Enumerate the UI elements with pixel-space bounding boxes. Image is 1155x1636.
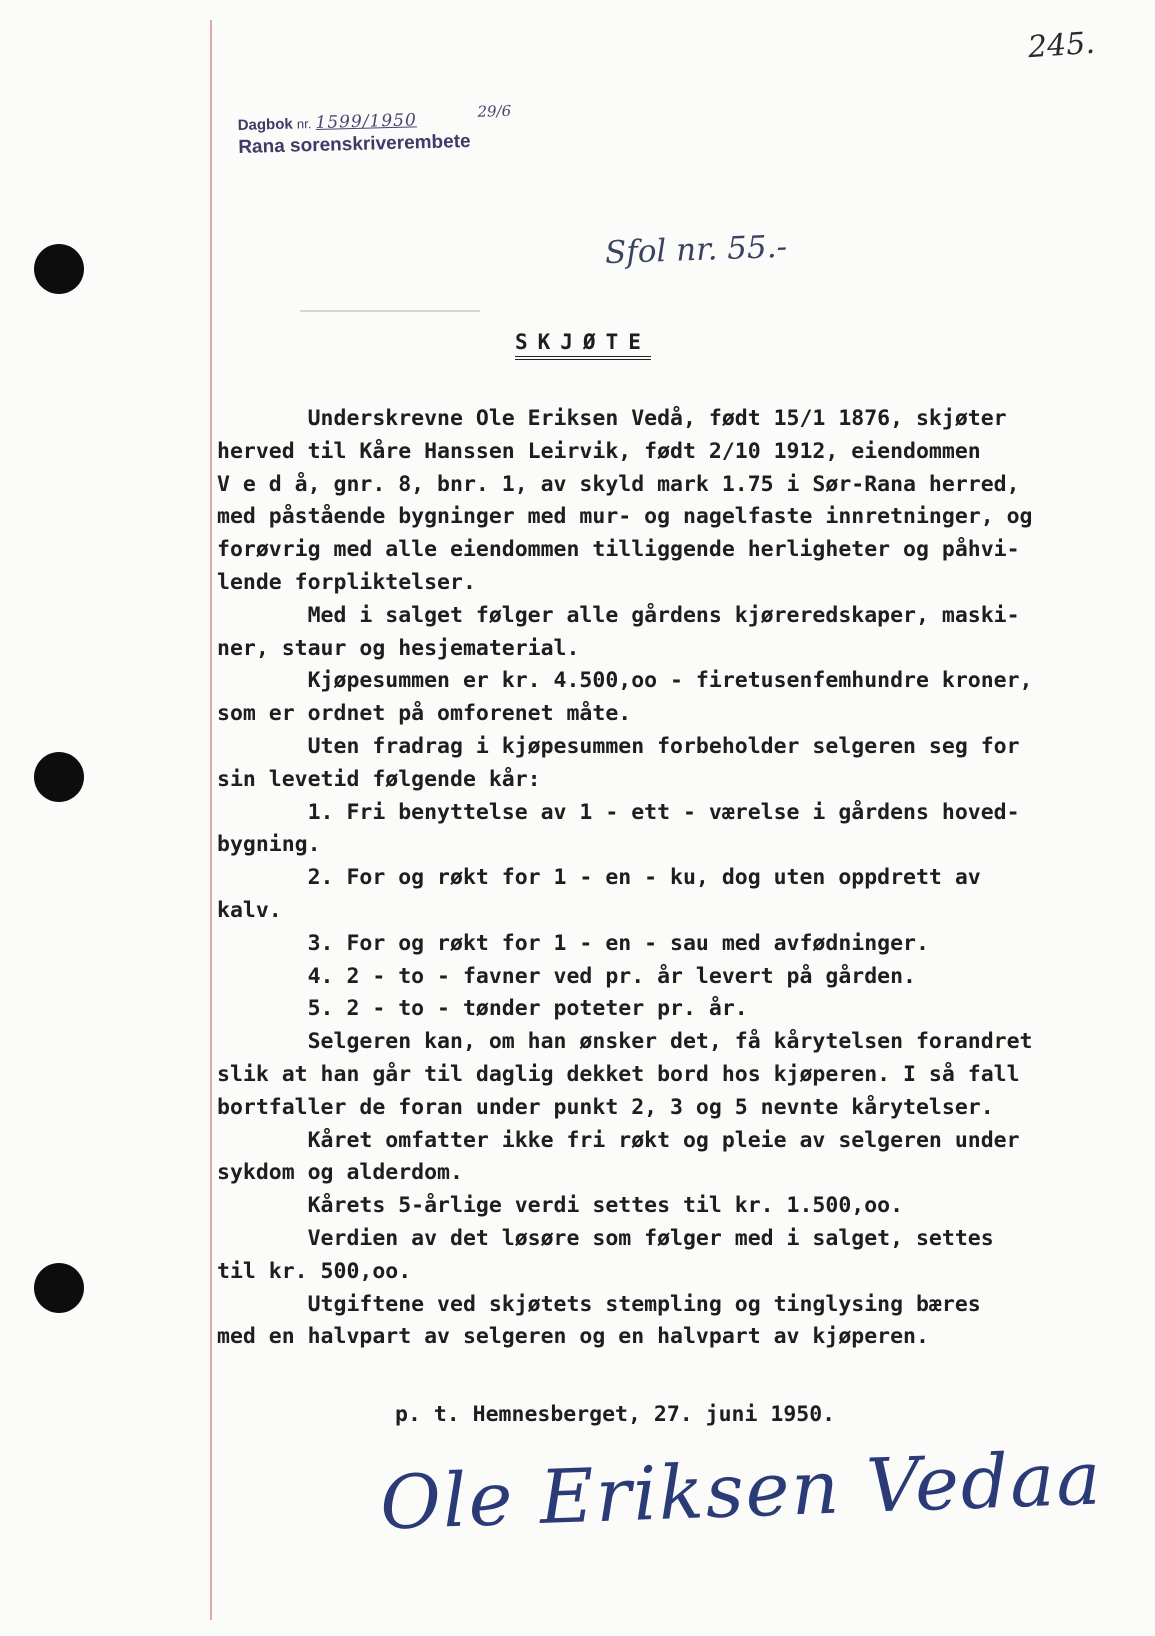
body-line: Utgiftene ved skjøtets stempling og tinglysing bæres: [217, 1291, 981, 1317]
margin-rule: [210, 20, 212, 1620]
body-line: Med i salget følger alle gårdens kjøreredskaper, maski-: [217, 602, 1020, 628]
registry-stamp: [237, 101, 512, 159]
body-line: til kr. 500,oo.: [217, 1258, 412, 1284]
stamp-office: Rana sorenskriverembete: [238, 130, 471, 159]
body-line: sin levetid følgende kår:: [217, 766, 541, 792]
punch-hole-top: [34, 244, 84, 294]
folio-note: Sfol nr. 55.-: [604, 228, 788, 272]
body-line: sykdom og alderdom.: [217, 1160, 463, 1186]
signature: Ole Eriksen Vedaa: [378, 1435, 1104, 1547]
body-line: forøvrig med alle eiendommen tilliggende herligheter og påhvi-: [217, 537, 1020, 563]
stamp-nr-label: nr.: [296, 116, 312, 132]
body-line: Kjøpesummen er kr. 4.500,oo - firetusenfemhundre kroner,: [217, 668, 1033, 694]
body-line: Kåret omfatter ikke fri røkt og pleie av selgeren under: [217, 1127, 1020, 1153]
body-line: slik at han går til daglig dekket bord hos kjøperen. I så fall: [217, 1061, 1020, 1087]
stamp-number: 1599/1950: [315, 110, 418, 134]
body-line: V e d å, gnr. 8, bnr. 1, av skyld mark 1.75 i Sør-Rana herred,: [217, 471, 1020, 497]
body-line: 4. 2 - to - favner ved pr. år levert på gården.: [217, 963, 916, 989]
body-line: lende forpliktelser.: [217, 569, 476, 595]
body-line: Selgeren kan, om han ønsker det, få kårytelsen forandret: [217, 1029, 1033, 1055]
punch-hole-middle: [34, 752, 84, 802]
body-line: 1. Fri benyttelse av 1 - ett - værelse i gårdens hoved-: [217, 799, 1020, 825]
punch-hole-bottom: [34, 1263, 84, 1313]
body-line: Uten fradrag i kjøpesummen forbeholder selgeren seg for: [217, 733, 1020, 759]
body-line: Verdien av det løsøre som følger med i salget, settes: [217, 1225, 994, 1251]
page-number: 245.: [1027, 25, 1097, 66]
stamp-date: 29/6: [477, 101, 512, 121]
body-line: 5. 2 - to - tønder poteter pr. år.: [217, 996, 748, 1022]
body-line: 3. For og røkt for 1 - en - sau med avfødninger.: [217, 930, 929, 956]
body-line: 2. For og røkt for 1 - en - ku, dog uten oppdrett av: [217, 865, 981, 891]
document-title: SKJØTE: [515, 330, 651, 360]
body-line: herved til Kåre Hanssen Leirvik, født 2/10 1912, eiendommen: [217, 438, 981, 464]
body-line: som er ordnet på omforenet måte.: [217, 701, 632, 727]
body-line: Underskrevne Ole Eriksen Vedå, født 15/1 1876, skjøter: [217, 406, 1007, 431]
deed-body: [217, 403, 1137, 1354]
body-line: Kårets 5-årlige verdi settes til kr. 1.500,oo.: [217, 1193, 904, 1219]
faint-mark: [300, 310, 480, 312]
stamp-dagbok-label: Dagbok: [237, 115, 293, 135]
body-line: ner, staur og hesjematerial.: [217, 635, 580, 661]
place-date: p. t. Hemnesberget, 27. juni 1950.: [395, 1402, 836, 1427]
body-line: bortfaller de foran under punkt 2, 3 og 5 nevnte kårytelser.: [217, 1094, 994, 1120]
body-line: kalv.: [217, 897, 282, 923]
body-line: med påstående bygninger med mur- og nagelfaste innretninger, og: [217, 504, 1033, 530]
body-line: bygning.: [217, 832, 321, 858]
body-line: med en halvpart av selgeren og en halvpart av kjøperen.: [217, 1324, 929, 1350]
